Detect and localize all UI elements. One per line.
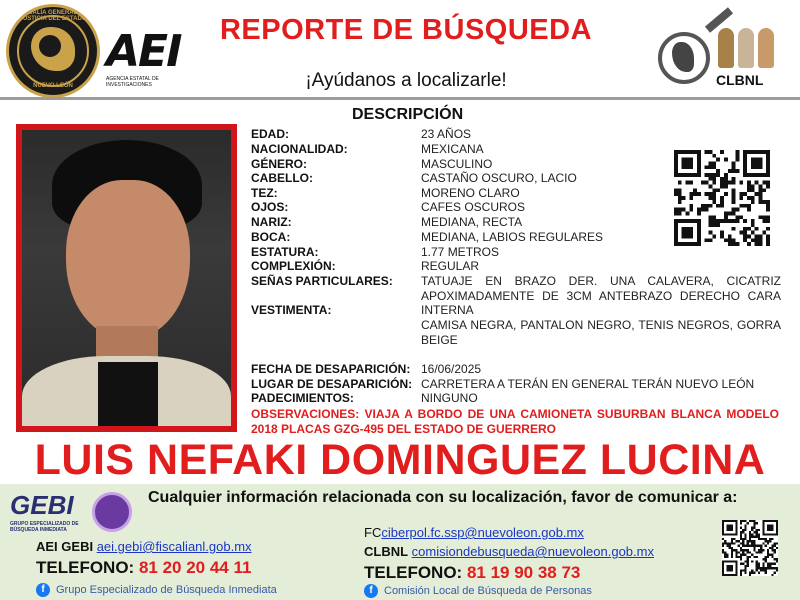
value-lugar: CARRETERA A TERÁN EN GENERAL TERÁN NUEVO LEÓN — [421, 377, 755, 391]
header-divider — [0, 97, 800, 100]
aei-gebi-contact — [36, 539, 252, 554]
label-estatura: ESTATURA: — [251, 245, 319, 259]
clbnl-logo — [646, 6, 796, 96]
label-cabello: CABELLO: — [251, 171, 313, 185]
fiscalia-seal-icon — [6, 4, 100, 98]
aei-logo-subtitle: AGENCIA ESTATAL DE INVESTIGACIONES — [106, 76, 159, 88]
value-padecimientos: NINGUNO — [421, 391, 478, 405]
label-lugar: LUGAR DE DESAPARICIÓN: — [251, 377, 413, 391]
clbnl-facebook[interactable] — [364, 584, 592, 598]
clbnl-facebook-label[interactable]: Comisión Local de Búsqueda de Personas — [384, 584, 592, 597]
aei-gebi-phone-label: TELEFONO: — [36, 558, 135, 577]
clbnl-phone-number[interactable]: 81 19 90 38 73 — [466, 563, 581, 582]
label-senas: SEÑAS PARTICULARES: — [251, 274, 393, 288]
label-tez: TEZ: — [251, 186, 278, 200]
clbnl-email-link[interactable]: comisiondebusqueda@nuevoleon.gob.mx — [411, 544, 654, 559]
aei-logo-text: AEI — [106, 26, 181, 77]
gebi-hand-icon — [92, 492, 132, 532]
clbnl-label: CLBNL — [716, 72, 764, 88]
label-vestimenta: VESTIMENTA: — [251, 303, 332, 317]
clbnl-contact-label: CLBNL — [364, 544, 409, 559]
value-ojos: CAFES OSCUROS — [421, 200, 526, 214]
value-senas: TATUAJE EN BRAZO DER. UNA CALAVERA, CICATRIZ APOXIMADAMENTE DE 3CM ANTEBRAZO DERECHO CARA INTERNA — [421, 274, 781, 318]
label-edad: EDAD: — [251, 127, 289, 141]
aei-logo — [106, 26, 206, 90]
gebi-logo-text: GEBI — [10, 490, 74, 520]
fc-label: FC — [364, 525, 382, 540]
clbnl-phone-label: TELEFONO: — [364, 563, 463, 582]
report-title: REPORTE DE BÚSQUEDA — [219, 14, 593, 46]
label-padecimientos: PADECIMIENTOS: — [251, 391, 354, 405]
value-nacionalidad: MEXICANA — [421, 142, 484, 156]
person-name: LUIS NEFAKI DOMINGUEZ LUCINA — [34, 436, 766, 484]
label-ojos: OJOS: — [251, 200, 289, 214]
label-genero: GÉNERO: — [251, 157, 308, 171]
label-boca: BOCA: — [251, 230, 291, 244]
qr-code-icon[interactable] — [674, 150, 770, 246]
label-nariz: NARIZ: — [251, 215, 292, 229]
seal-text-top: FISCALÍA GENERAL DE JUSTICIA DEL ESTADO — [18, 10, 88, 22]
label-fecha: FECHA DE DESAPARICIÓN: — [251, 362, 411, 376]
aei-gebi-email-link[interactable]: aei.gebi@fiscalianl.gob.mx — [96, 539, 252, 554]
value-edad: 23 AÑOS — [421, 127, 472, 141]
value-vestimenta: CAMISA NEGRA, PANTALON NEGRO, TENIS NEGROS, GORRA BEIGE — [421, 318, 781, 347]
value-boca: MEDIANA, LABIOS REGULARES — [421, 230, 604, 244]
contact-heading: Cualquier información relacionada con su localización, favor de comunicar a: — [148, 489, 738, 506]
qr-code-icon[interactable] — [722, 520, 778, 576]
value-cabello: CASTAÑO OSCURO, LACIO — [421, 171, 577, 185]
gebi-logo-subtitle: GRUPO ESPECIALIZADO DE BÚSQUEDA INMEDIATA — [10, 521, 79, 533]
value-genero: MASCULINO — [421, 157, 493, 171]
gebi-facebook[interactable] — [36, 583, 277, 597]
missing-person-photo — [16, 124, 237, 432]
value-tez: MORENO CLARO — [421, 186, 520, 200]
label-complexion: COMPLEXIÓN: — [251, 259, 336, 273]
aei-gebi-phone-number[interactable]: 81 20 20 44 11 — [138, 558, 252, 577]
fc-contact — [364, 525, 584, 540]
clbnl-contact — [364, 544, 654, 559]
gebi-logo — [10, 490, 140, 538]
facebook-icon: f — [36, 583, 50, 597]
value-fecha: 16/06/2025 — [421, 362, 482, 376]
value-nariz: MEDIANA, RECTA — [421, 215, 523, 229]
aei-gebi-label: AEI GEBI — [36, 539, 94, 554]
label-nacionalidad: NACIONALIDAD: — [251, 142, 348, 156]
value-complexion: REGULAR — [421, 259, 480, 273]
clbnl-phone — [364, 563, 580, 583]
seal-text-bottom: NUEVO LEÓN — [33, 83, 73, 89]
gebi-facebook-label[interactable]: Grupo Especializado de Búsqueda Inmediata — [56, 583, 277, 596]
report-subtitle: ¡Ayúdanos a localizarle! — [305, 70, 507, 91]
facebook-icon: f — [364, 584, 378, 598]
value-estatura: 1.77 METROS — [421, 245, 500, 259]
observaciones: OBSERVACIONES: VIAJA A BORDO DE UNA CAMIONETA SUBURBAN BLANCA MODELO 2018 PLACAS GZG-495 DEL ESTADO DE GUERRERO — [251, 407, 779, 436]
aei-gebi-phone — [36, 558, 251, 578]
description-heading: DESCRIPCIÓN — [352, 106, 464, 123]
fc-email-link[interactable]: ciberpol.fc.ssp@nuevoleon.gob.mx — [381, 525, 584, 540]
